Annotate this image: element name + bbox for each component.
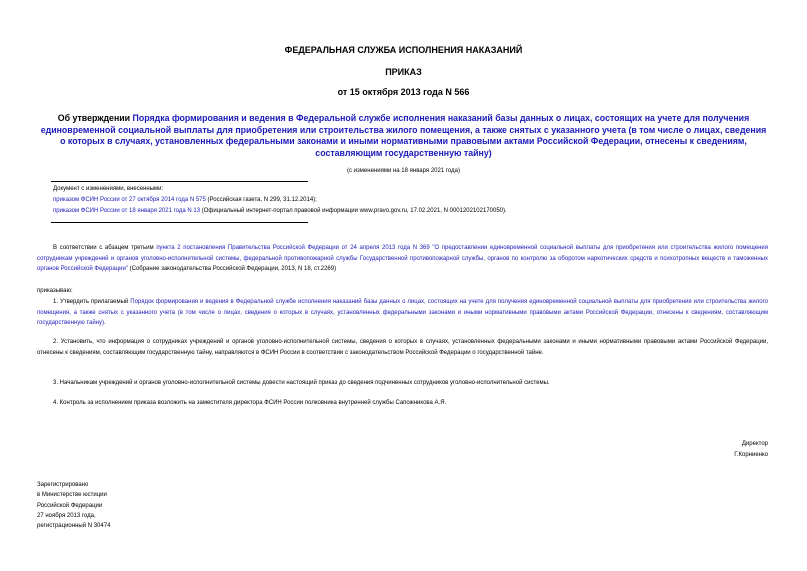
- changes-item-2: [53, 206, 753, 217]
- organization-heading: ФЕДЕРАЛЬНАЯ СЛУЖБА ИСПОЛНЕНИЯ НАКАЗАНИЙ: [284, 45, 523, 55]
- signature-position: Директор: [741, 441, 768, 447]
- changes-link-2014[interactable]: приказом ФСИН России от 27 октября 2014 года N 575: [53, 197, 206, 203]
- preamble-text-1: В соответствии с абзацем третьим: [53, 245, 157, 251]
- changes-item-1-text: (Российская газета, N 299, 31.12.2014);: [205, 197, 317, 203]
- procedure-link[interactable]: Порядок формирования и ведения в Федеральной службе исполнения наказаний базы данных о лицах, состоящих на учете для получения единовременной социальной выплаты для приобретения или строительства жилого помещения, а также снятых с указанного учета (в том числе о лицах, сведения о которых в случаях, установленных федеральными законами и иными нормативными правовыми актами Российской Федерации, отнесены к сведениям, составляющим государственную тайну).: [37, 299, 768, 327]
- signature-block: [734, 439, 768, 461]
- changes-item-2-text: (Официальный интернет-портал правовой информации www.pravo.gov.ru, 17.02.2021, N 0001202102170050).: [200, 208, 507, 214]
- date-number-heading: от 15 октября 2013 года N 566: [337, 87, 470, 97]
- registration-line-5: регистрационный N 30474: [37, 523, 111, 530]
- document-type-heading: ПРИКАЗ: [385, 67, 422, 77]
- item-1-prefix: 1. Утвердить прилагаемый: [53, 299, 131, 305]
- changes-item-1: [53, 195, 753, 206]
- changes-intro: Документ с изменениями, внесенными:: [53, 186, 164, 192]
- registration-line-2: в Министерстве юстиции: [37, 492, 107, 499]
- registration-line-4: 27 ноября 2013 года,: [37, 512, 96, 519]
- divider-top: [51, 181, 308, 182]
- order-item-2: 2. Установить, что информация о сотрудниках учреждений и органов уголовно-исполнительной системы, сведения о которых в случаях, установленных федеральными законами и иными нормативными правовыми актами Российской Федерации, отнесены к сведениям, составляющим государственную тайну, направляются в ФСИН России в соответствии с законодательством Российской Федерации о государственной тайне.: [37, 339, 768, 356]
- registration-line-3: Российской Федерации: [37, 502, 103, 509]
- signature-name: Г.Корниенко: [734, 452, 768, 458]
- title-prefix: Об утверждении: [57, 113, 133, 123]
- order-word: приказываю:: [37, 288, 73, 294]
- changes-block: [53, 184, 753, 217]
- changes-link-2021[interactable]: приказом ФСИН России от 18 января 2021 года N 13: [53, 208, 201, 214]
- registration-line-1: Зарегистрировано: [37, 482, 89, 488]
- registration-block: [37, 480, 110, 531]
- government-decree-link[interactable]: пункта 2 постановления Правительства Российской Федерации от 24 апреля 2013 года N 369 "О предоставлении единовременной социальной выплаты для приобретения или строительства жилого помещения сотрудникам учреждений и органов уголовно-исполнительной системы, федеральной противопожарной службы Государственной противопожарной службы, органов по контролю за оборотом наркотических средств и психотропных веществ и таможенных органов Российской Федерации": [37, 245, 769, 273]
- title-procedure-link[interactable]: Порядка формирования и ведения в Федеральной службе исполнения наказаний базы данных о лицах, состоящих на учете для получения единовременной социальной выплаты для приобретения или строительства жилого помещения, а также снятых с указанного учета (в том числе о лицах, сведения о которых в случаях, установленных федеральными законами и иными нормативными правовыми актами Российской Федерации, отнесены к сведениям, составляющим государственную тайну): [40, 113, 767, 158]
- preamble-paragraph: [37, 243, 768, 275]
- document-title: [40, 113, 767, 159]
- preamble-text-2: (Собрание законодательства Российской Федерации, 2013, N 18, ст.2269): [127, 266, 337, 273]
- order-item-3: 3. Начальникам учреждений и органов уголовно-исполнительной системы довести настоящий приказ до сведения подчиненных сотрудников уголовно-исполнительной системы.: [53, 380, 550, 386]
- revision-note: (с изменениями на 18 января 2021 года): [347, 168, 460, 174]
- order-item-4: 4. Контроль за исполнением приказа возложить на заместителя директора ФСИН России полковника внутренней службы Сапожникова А.Я.: [53, 400, 447, 406]
- divider-bottom: [51, 222, 308, 223]
- order-item-1: [37, 297, 768, 329]
